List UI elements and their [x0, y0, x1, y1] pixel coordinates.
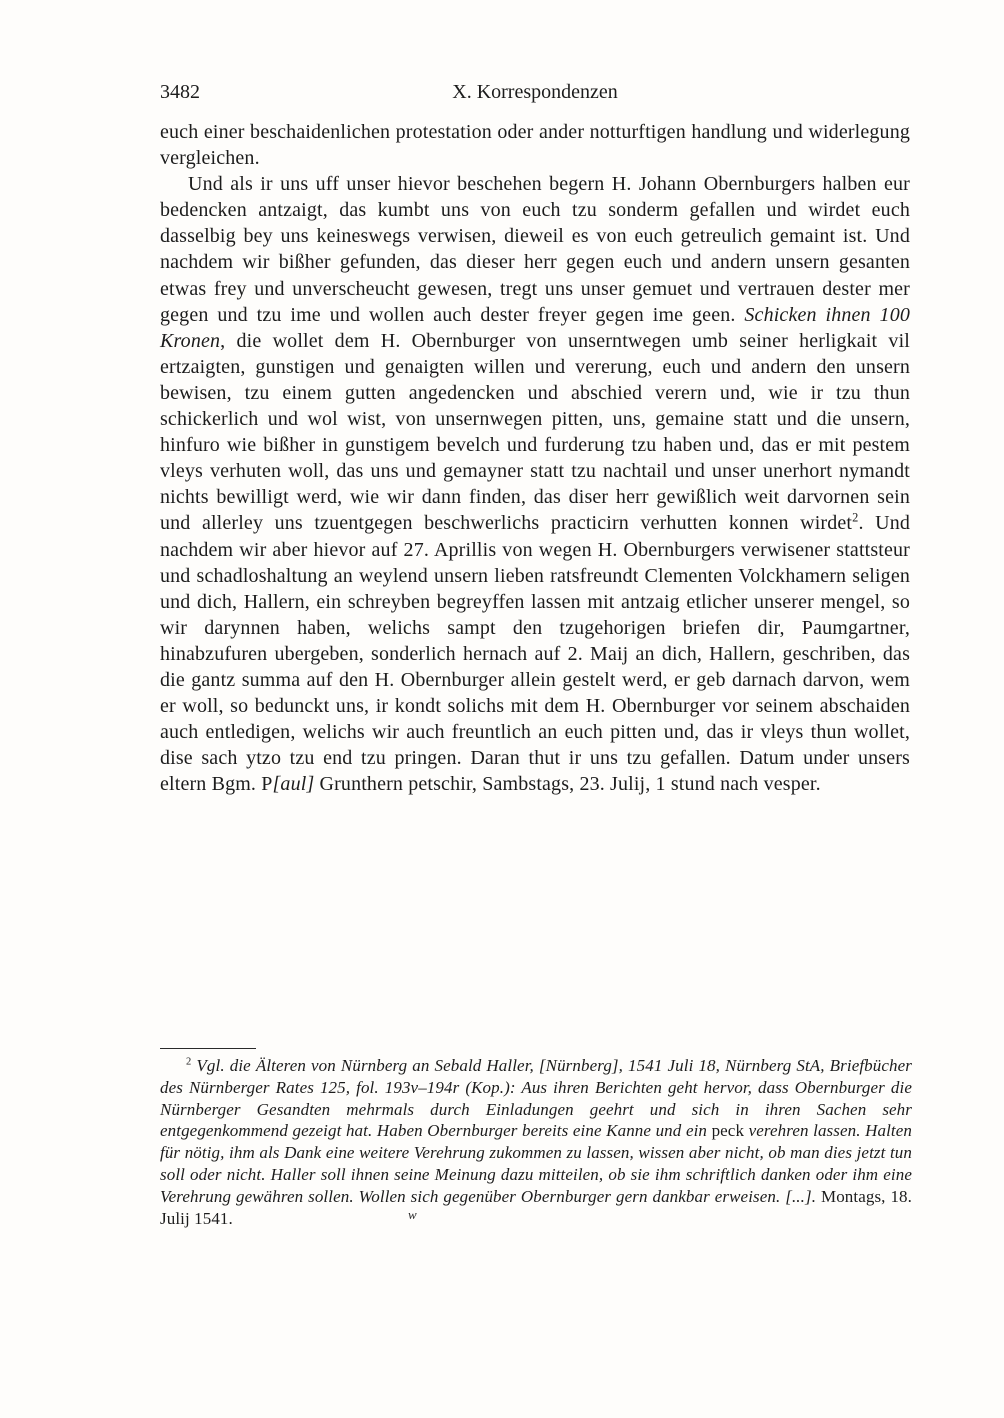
- paragraph: [160, 119, 910, 171]
- page-header: [160, 80, 910, 104]
- text-segment: Und als ir uns uff unser hievor beschehen begern H. Johann Obernburgers halben eur bedencken antzaigt, das kumbt uns von euch tzu sonderm gefallen und wirdet euch dasselbig bey uns keineswegs verwisen, dieweil es von euch getreulich gemaint ist. Und nachdem wir bißher gefunden, das dieser herr gegen euch und andern unsern gesanten etwas frey und unverscheucht gewesen, tregt uns unser gemuet und vertrauen dester mer gegen und tzu ime und wollen auch dester freyer gegen ime geen.: [160, 173, 910, 326]
- italic-text-segment: Schicken ihnen 100 Kronen: [160, 303, 910, 352]
- footnote: [160, 1055, 912, 1229]
- footnote-divider: [160, 1048, 256, 1049]
- letter-body: [160, 119, 910, 797]
- running-title: X. Korrespondenzen: [452, 81, 618, 103]
- page-number: 3482: [160, 81, 200, 103]
- italic-text-segment: [aul]: [272, 773, 315, 796]
- italic-text-segment: verehren lassen. Halten für nötig, ihm als Dank eine weitere Verehrung zukommen zu lassen, wissen aber nicht, ob man dies jetzt tun soll oder nicht. Haller soll ihnen seine Meinung dazu mitteilen, ob sie ihm schriftlich danken oder ihm eine Verehrung gewähren sollen. Wollen sich gegenüber Obernburger gern dankbar erweisen. [...].: [160, 1121, 912, 1206]
- text-segment: Montags, 18. Julij 1541.: [160, 1186, 912, 1228]
- text-segment: peck: [711, 1121, 745, 1141]
- footnote-area: [160, 1048, 912, 1229]
- paragraph: [160, 171, 910, 797]
- text-segment: euch einer beschaidenlichen protestation oder ander notturftigen handlung und widerlegung vergleichen.: [160, 121, 910, 170]
- text-segment: . Und nachdem wir aber hievor auf 27. Aprillis von wegen H. Obernburgers verwisener stattsteur und schadloshaltung an weylend unsern lieben ratsfreundt Clementen Volckhamern seligen und dich, Hallern, ein schreyben begreyffen lassen mit antzaig etlicher unserer mengel, so wir darynnen haben, welichs sampt den tzugehorigen briefen dir, Paumgartner, hinabzufuren ubergeben, sonderlich hernach auf 2. Maij an dich, Hallern, geschriben, das die gantz summa auf den H. Obernburger allein gestelt werd, er geb darnach darvon, wem er woll, so bedunckt uns, ir kondt solichs mit dem H. Obernburger vor seinem abschaiden auch entledigen, welichs wir auch freuntlich an euch pitten und, das ir vleys thun wollet, dise sach ytzo tzu end tzu pringen. Daran thut ir uns tzu gefallen. Datum under unsers eltern Bgm. P: [160, 512, 910, 796]
- italic-text-segment: Vgl. die Älteren von Nürnberg an Sebald Haller, [Nürnberg], 1541 Juli 18, Nürnberg StA, Briefbücher des Nürnberger Rates 125, fol. 193v–194r (Kop.): Aus ihren Berichten geht hervor, dass Obernburger die Nürnberger Gesandten mehrmals durch Einladungen geehrt und sich in ihren Sachen sehr entgegenkommend gezeigt hat. Haben Obernburger bereits eine Kanne und ein: [160, 1056, 912, 1141]
- text-segment: , die wollet dem H. Obernburger von unserntwegen umb seiner herligkait vil ertzaigten, gunstigen und genaigten willen und vererung, euch und andern den unsern bewisen, tzu einem gutten angedencken und abschied verern und, wie ir tzu thun schickerlich und wol wist, von unsernwegen pitten, uns, gemaine statt und die unsern, hinfuro wie bißher in gunstigem bevelch und furderung tzu haben und, das er mit pestem vleys verhuten woll, das uns und gemayner statt tzu nachtail und unser unerhort nymandt nichts bewilligt werd, wie wir dann finden, das diser herr gewißlich weit darvornen sein und allerley uns tzuentgegen beschwerlichs practicirn verhutten konnen wirdet: [160, 329, 910, 535]
- footnote-reference: 2: [852, 510, 859, 525]
- text-segment: Grunthern petschir, Sambstags, 23. Julij, 1 stund nach vesper.: [314, 773, 821, 796]
- stray-print-mark: w: [408, 1207, 417, 1222]
- footnote-reference: 2: [186, 1056, 192, 1068]
